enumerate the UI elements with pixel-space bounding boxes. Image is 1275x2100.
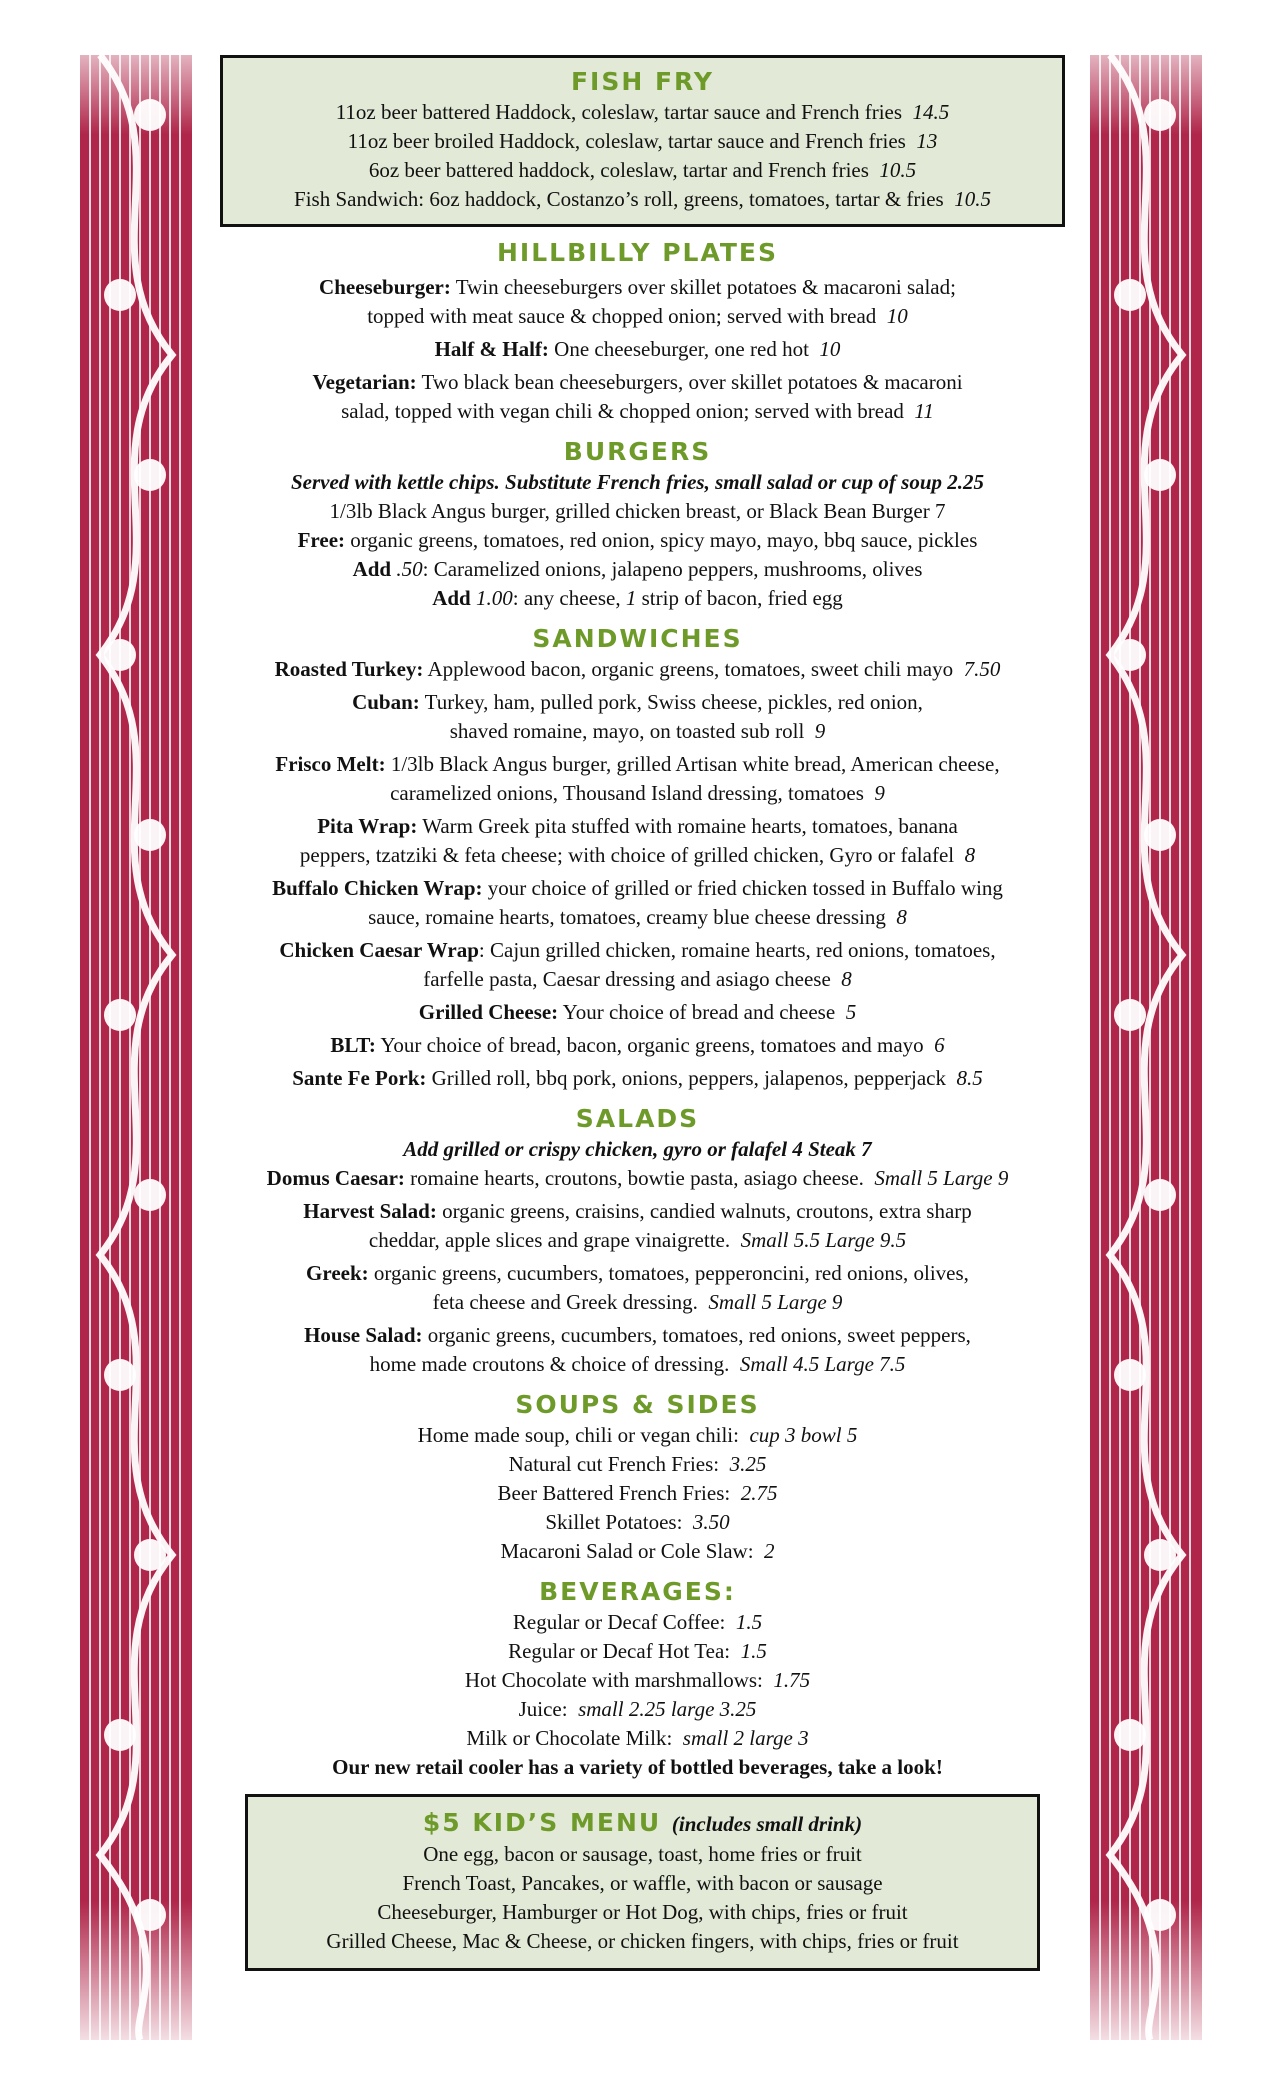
kids-item: Cheeseburger, Hamburger or Hot Dog, with chips, fries or fruit [377,1900,908,1924]
soups-section [210,1389,1065,1566]
menu-item [210,273,1065,331]
burgers-note: Served with kettle chips. Substitute French fries, small salad or cup of soup 2.25 [290,470,985,494]
menu-item [210,688,1065,746]
fish-fry-item-price: 14.5 [912,100,950,124]
beverage-price: small 2.25 large 3.25 [578,1697,757,1721]
item-desc: Twin cheeseburgers over skillet potatoes & macaroni salad; [455,275,956,299]
item-name: Frisco Melt: [275,752,386,776]
item-desc-2: shaved romaine, mayo, on toasted sub roll [449,719,805,743]
beverage-item [210,1608,1065,1637]
kids-subtitle: (includes small drink) [671,1812,863,1836]
menu-item [210,998,1065,1027]
add-label: Add [352,557,392,581]
fish-fry-item-price: 10.5 [879,158,917,182]
fish-fry-item-text: 11oz beer broiled Haddock, coleslaw, tartar sauce and French fries [347,129,906,153]
beverage-price: 1.75 [773,1668,811,1692]
kids-item: Grilled Cheese, Mac & Cheese, or chicken fingers, with chips, fries or fruit [326,1929,959,1953]
add-price: 1.00 [475,586,513,610]
side-text: Home made soup, chili or vegan chili: [417,1423,739,1447]
item-price: 7.50 [963,657,1001,681]
side-item [210,1421,1065,1450]
sandwiches-heading: SANDWICHES [532,624,743,653]
item-desc: : Cajun grilled chicken, romaine hearts, red onions, tomatoes, [478,938,996,962]
item-desc: organic greens, cucumbers, tomatoes, pepperoncini, red onions, olives, [373,1261,969,1285]
item-desc-2: peppers, tzatziki & feta cheese; with choice of grilled chicken, Gyro or falafel [299,843,955,867]
free-text: organic greens, tomatoes, red onion, spicy mayo, mayo, bbq sauce, pickles [350,528,978,552]
item-desc-2: topped with meat sauce & chopped onion; served with bread [367,304,877,328]
kids-item: French Toast, Pancakes, or waffle, with bacon or sausage [402,1871,883,1895]
item-name: Chicken Caesar Wrap [279,938,479,962]
beverage-price: small 2 large 3 [682,1726,809,1750]
item-name: Cuban: [352,690,420,714]
beverages-heading: BEVERAGES: [539,1577,736,1606]
burgers-section [210,436,1065,613]
item-desc-2: home made croutons & choice of dressing. [369,1352,730,1376]
item-desc-2: caramelized onions, Thousand Island dressing, tomatoes [390,781,864,805]
beverage-item [210,1666,1065,1695]
fish-fry-item-text: 6oz beer battered haddock, coleslaw, tartar and French fries [368,158,869,182]
item-desc: Warm Greek pita stuffed with romaine hearts, tomatoes, banana [422,814,958,838]
item-desc: Your choice of bread, bacon, organic greens, tomatoes and mayo [380,1033,924,1057]
item-desc-2: feta cheese and Greek dressing. [432,1290,698,1314]
fish-fry-item-price: 10.5 [954,187,991,211]
hillbilly-heading: HILLBILLY PLATES [496,238,778,267]
item-name: Cheeseburger: [319,275,451,299]
side-item [210,1479,1065,1508]
beverage-price: 1.5 [740,1639,767,1663]
burgers-heading: BURGERS [563,437,712,466]
side-price: 2.75 [740,1481,778,1505]
item-desc-2: cheddar, apple slices and grape vinaigrette. [368,1228,731,1252]
free-label: Free: [297,528,346,552]
item-name: Greek: [306,1261,369,1285]
grapevine-border-left-icon [80,55,192,2040]
beverage-item [210,1724,1065,1753]
item-price: Small 5 Large 9 [874,1166,1009,1190]
side-text: Natural cut French Fries: [508,1452,720,1476]
add-num: 1 [625,586,637,610]
side-price: 3.50 [692,1510,730,1534]
side-price: 3.25 [729,1452,767,1476]
item-desc-2: farfelle pasta, Caesar dressing and asiago cheese [423,967,831,991]
item-desc: Grilled roll, bbq pork, onions, peppers, jalapenos, pepperjack [431,1066,947,1090]
salads-heading: SALADS [575,1104,700,1133]
item-desc: Turkey, ham, pulled pork, Swiss cheese, pickles, red onion, [424,690,923,714]
item-name: BLT: [330,1033,376,1057]
item-price: 8 [964,843,976,867]
item-name: Half & Half: [434,337,549,361]
fish-fry-item-price: 13 [916,129,938,153]
side-text: Beer Battered French Fries: [497,1481,731,1505]
beverage-text: Juice: [518,1697,568,1721]
item-price: 5 [845,1000,857,1024]
side-price: cup 3 bowl 5 [749,1423,858,1447]
salads-note: Add grilled or crispy chicken, gyro or falafel 4 Steak 7 [403,1137,872,1161]
item-desc: organic greens, craisins, candied walnuts, croutons, extra sharp [442,1199,972,1223]
fish-fry-item-text: Fish Sandwich: 6oz haddock, Costanzo’s roll, greens, tomatoes, tartar & fries [294,187,944,211]
fish-fry-item [233,185,1052,214]
item-desc: One cheeseburger, one red hot [554,337,809,361]
burgers-free-line [210,526,1065,555]
salads-section [210,1103,1065,1379]
item-name: Harvest Salad: [303,1199,437,1223]
beverage-item [210,1695,1065,1724]
menu-item [210,874,1065,932]
add-label: Add [432,586,471,610]
add-rest: strip of bacon, fried egg [641,586,843,610]
side-item [210,1450,1065,1479]
kids-title: $5 KID’S MENU [422,1808,662,1837]
menu-item [210,1031,1065,1060]
item-desc-2: salad, topped with vegan chili & chopped onion; served with bread [341,399,904,423]
burgers-line: 1/3lb Black Angus burger, grilled chicken breast, or Black Bean Burger 7 [329,499,946,523]
add-text: : any cheese, [512,586,621,610]
item-price: Small 5.5 Large 9.5 [740,1228,907,1252]
fish-fry-item-text: 11oz beer battered Haddock, coleslaw, tartar sauce and French fries [335,100,903,124]
fish-fry-item [233,98,1052,127]
item-name: Roasted Turkey: [274,657,424,681]
item-name: House Salad: [304,1323,423,1347]
item-price: 9 [874,781,885,805]
item-name: Buffalo Chicken Wrap: [272,876,483,900]
item-desc: 1/3lb Black Angus burger, grilled Artisan white bread, American cheese, [390,752,1000,776]
side-item [210,1537,1065,1566]
menu-item [210,335,1065,364]
item-desc: romaine hearts, croutons, bowtie pasta, asiago cheese. [410,1166,864,1190]
menu-content [210,55,1065,1971]
beverages-section [210,1576,1065,1782]
item-desc: your choice of grilled or fried chicken tossed in Buffalo wing [487,876,1003,900]
menu-item [210,1064,1065,1093]
menu-item [210,1164,1065,1193]
fish-fry-box [220,55,1065,227]
item-name: Sante Fe Pork: [292,1066,427,1090]
menu-item [210,1259,1065,1317]
kids-menu-box [245,1794,1040,1971]
add-price: .50 [396,557,423,581]
item-price: Small 5 Large 9 [708,1290,843,1314]
item-name: Domus Caesar: [266,1166,405,1190]
item-desc: Your choice of bread and cheese [562,1000,836,1024]
beverage-text: Milk or Chocolate Milk: [466,1726,673,1750]
side-text: Skillet Potatoes: [545,1510,683,1534]
beverage-text: Regular or Decaf Coffee: [512,1610,726,1634]
item-desc: Two black bean cheeseburgers, over skillet potatoes & macaroni [421,370,963,394]
item-price: 8 [841,967,852,991]
grapevine-border-right-icon [1090,55,1202,2040]
item-price: Small 4.5 Large 7.5 [739,1352,906,1376]
item-name: Vegetarian: [312,370,417,394]
fish-fry-item [233,156,1052,185]
beverage-price: 1.5 [735,1610,763,1634]
menu-item [210,1321,1065,1379]
soups-heading: SOUPS & SIDES [515,1390,760,1419]
beverages-note: Our new retail cooler has a variety of bottled beverages, take a look! [332,1755,943,1779]
side-price: 2 [764,1539,775,1563]
item-desc-2: sauce, romaine hearts, tomatoes, creamy blue cheese dressing [368,905,886,929]
item-name: Grilled Cheese: [418,1000,559,1024]
item-price: 10 [819,337,841,361]
item-price: 8.5 [956,1066,983,1090]
kids-item: One egg, bacon or sausage, toast, home fries or fruit [423,1842,862,1866]
add-text: : Caramelized onions, jalapeno peppers, mushrooms, olives [422,557,923,581]
burgers-add-line [210,555,1065,584]
item-price: 10 [886,304,908,328]
item-price: 9 [814,719,826,743]
menu-item [210,368,1065,426]
item-name: Pita Wrap: [317,814,418,838]
sandwiches-section [210,623,1065,1093]
item-desc: Applewood bacon, organic greens, tomatoes, sweet chili mayo [427,657,954,681]
beverage-text: Hot Chocolate with marshmallows: [464,1668,763,1692]
item-desc: organic greens, cucumbers, tomatoes, red onions, sweet peppers, [427,1323,971,1347]
menu-item [210,936,1065,994]
item-price: 6 [934,1033,945,1057]
kids-heading [258,1807,1027,1840]
beverage-item [210,1637,1065,1666]
menu-item [210,750,1065,808]
beverage-text: Regular or Decaf Hot Tea: [508,1639,731,1663]
side-item [210,1508,1065,1537]
burgers-add-line [210,584,1065,613]
menu-item [210,655,1065,684]
item-price: 8 [896,905,907,929]
hillbilly-section [210,237,1065,426]
item-price: 11 [914,399,934,423]
side-text: Macaroni Salad or Cole Slaw: [500,1539,754,1563]
fish-fry-item [233,127,1052,156]
menu-item [210,812,1065,870]
menu-item [210,1197,1065,1255]
fish-fry-heading: FISH FRY [570,67,715,96]
